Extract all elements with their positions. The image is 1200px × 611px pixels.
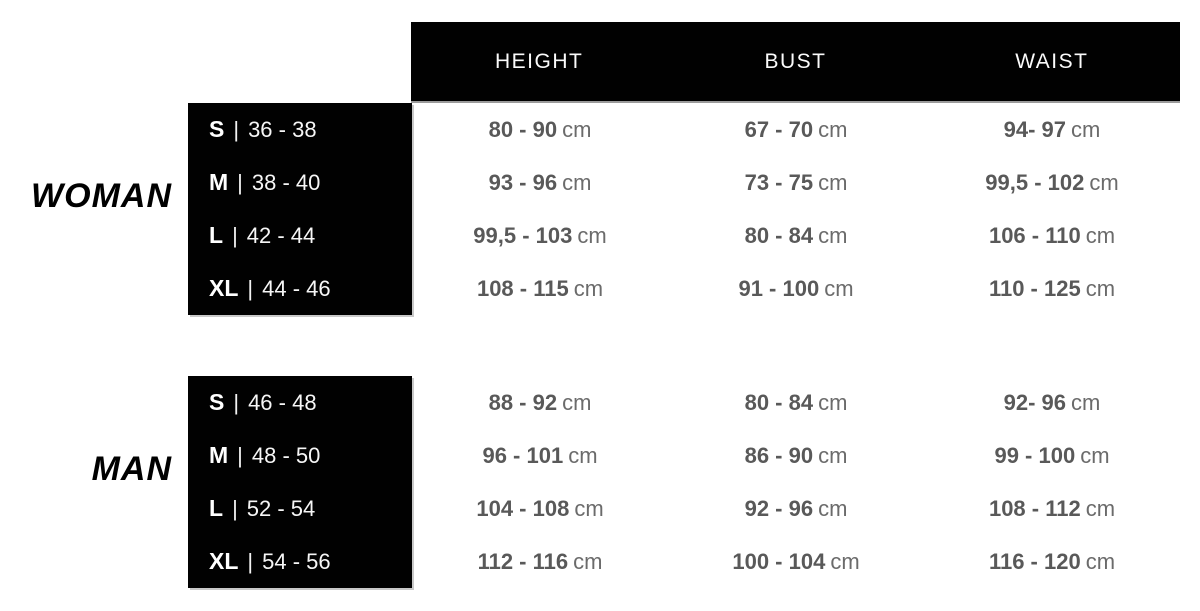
value-number: 80 - 90 — [488, 116, 558, 142]
value-number: 80 - 84 — [744, 389, 814, 415]
value-number: 88 - 92 — [488, 389, 558, 415]
size-letter: L — [209, 495, 224, 521]
size-range: 52 - 54 — [246, 496, 316, 521]
size-label — [188, 548, 412, 575]
value-number: 94- 97 — [1003, 116, 1067, 142]
value-unit: cm — [1085, 275, 1116, 301]
value-unit: cm — [818, 222, 848, 248]
value-unit: cm — [1089, 169, 1119, 195]
size-separator: | — [232, 223, 238, 248]
bust-value — [668, 496, 924, 522]
table-row — [188, 429, 1180, 482]
size-letter: XL — [209, 275, 239, 301]
value-number: 96 - 101 — [482, 442, 564, 468]
waist-value — [924, 117, 1180, 143]
value-number: 110 - 125 — [988, 275, 1081, 301]
bust-value — [668, 170, 924, 196]
value-number: 104 - 108 — [476, 495, 570, 521]
bust-value — [668, 223, 924, 249]
bust-value — [668, 117, 924, 143]
value-unit: cm — [577, 222, 607, 248]
size-separator: | — [233, 390, 240, 415]
value-unit: cm — [573, 548, 603, 574]
size-separator: | — [232, 496, 238, 521]
height-value — [412, 223, 668, 249]
height-value — [412, 496, 668, 522]
size-letter: L — [209, 222, 224, 248]
value-unit: cm — [1071, 116, 1101, 142]
group-man — [0, 376, 1180, 588]
height-value — [412, 117, 668, 143]
size-letter: S — [209, 389, 225, 415]
value-number: 67 - 70 — [744, 116, 814, 142]
table-row — [188, 103, 1180, 156]
size-label — [188, 442, 412, 469]
table-row — [188, 156, 1180, 209]
size-range: 42 - 44 — [246, 223, 316, 248]
size-letter: S — [209, 116, 225, 142]
size-label — [188, 169, 412, 196]
value-unit: cm — [818, 442, 848, 468]
height-value — [412, 276, 668, 302]
bust-value — [668, 390, 924, 416]
value-unit: cm — [562, 389, 592, 415]
value-unit: cm — [818, 116, 848, 142]
table-row — [188, 209, 1180, 262]
value-unit: cm — [574, 495, 604, 521]
value-unit: cm — [1085, 548, 1116, 574]
table-header — [411, 22, 1180, 101]
height-value — [412, 390, 668, 416]
column-header-bust: BUST — [764, 49, 827, 73]
value-number: 99,5 - 103 — [473, 222, 573, 248]
rows-woman — [188, 103, 1180, 315]
size-label — [188, 222, 412, 249]
waist-value — [924, 276, 1180, 302]
value-number: 93 - 96 — [488, 169, 558, 195]
waist-value — [924, 549, 1180, 575]
table-row — [188, 376, 1180, 429]
value-number: 80 - 84 — [744, 222, 814, 248]
value-number: 92- 96 — [1003, 389, 1067, 415]
size-range: 54 - 56 — [262, 549, 331, 574]
group-label-text: MAN — [91, 449, 172, 488]
value-unit: cm — [818, 389, 848, 415]
size-label — [188, 116, 412, 143]
value-number: 116 - 120 — [988, 548, 1081, 574]
waist-value — [924, 496, 1180, 522]
value-number: 99 - 100 — [994, 442, 1076, 468]
value-number: 86 - 90 — [744, 442, 814, 468]
size-label — [188, 275, 412, 302]
value-unit: cm — [1080, 442, 1110, 468]
group-label-man — [0, 376, 188, 588]
column-header-height: HEIGHT — [494, 49, 584, 73]
value-number: 99,5 - 102 — [985, 169, 1085, 195]
value-number: 108 - 115 — [476, 275, 569, 301]
height-value — [412, 170, 668, 196]
value-unit: cm — [1085, 222, 1116, 248]
value-unit: cm — [1085, 495, 1116, 521]
bust-value — [668, 276, 924, 302]
value-number: 91 - 100 — [738, 275, 820, 301]
column-header-waist: WAIST — [1015, 49, 1089, 73]
waist-value — [924, 170, 1180, 196]
value-unit: cm — [562, 116, 592, 142]
size-label — [188, 495, 412, 522]
size-letter: M — [209, 169, 229, 195]
value-unit: cm — [818, 495, 848, 521]
group-label-woman — [0, 103, 188, 315]
waist-value — [924, 443, 1180, 469]
size-range: 38 - 40 — [251, 170, 321, 195]
group-label-text: WOMAN — [31, 176, 172, 215]
height-value — [412, 549, 668, 575]
value-unit: cm — [818, 169, 848, 195]
bust-value — [668, 443, 924, 469]
size-range: 48 - 50 — [251, 443, 321, 468]
size-separator: | — [247, 549, 254, 574]
size-letter: M — [209, 442, 229, 468]
size-separator: | — [247, 276, 254, 301]
size-range: 46 - 48 — [248, 390, 317, 415]
value-number: 73 - 75 — [744, 169, 814, 195]
table-row — [188, 262, 1180, 315]
value-unit: cm — [562, 169, 592, 195]
bust-value — [668, 549, 924, 575]
value-unit: cm — [1071, 389, 1101, 415]
size-range: 44 - 46 — [262, 276, 331, 301]
value-number: 92 - 96 — [744, 495, 814, 521]
size-range: 36 - 38 — [248, 117, 317, 142]
value-number: 106 - 110 — [988, 222, 1081, 248]
table-row — [188, 482, 1180, 535]
waist-value — [924, 390, 1180, 416]
value-number: 112 - 116 — [477, 548, 569, 574]
value-unit: cm — [573, 275, 604, 301]
value-unit: cm — [568, 442, 598, 468]
value-unit: cm — [830, 548, 860, 574]
value-unit: cm — [824, 275, 854, 301]
size-separator: | — [237, 443, 243, 468]
table-row — [188, 535, 1180, 588]
height-value — [412, 443, 668, 469]
size-separator: | — [237, 170, 243, 195]
value-number: 100 - 104 — [732, 548, 826, 574]
value-number: 108 - 112 — [988, 495, 1081, 521]
size-letter: XL — [209, 548, 239, 574]
rows-man — [188, 376, 1180, 588]
group-woman — [0, 103, 1180, 315]
waist-value — [924, 223, 1180, 249]
size-label — [188, 389, 412, 416]
size-separator: | — [233, 117, 240, 142]
